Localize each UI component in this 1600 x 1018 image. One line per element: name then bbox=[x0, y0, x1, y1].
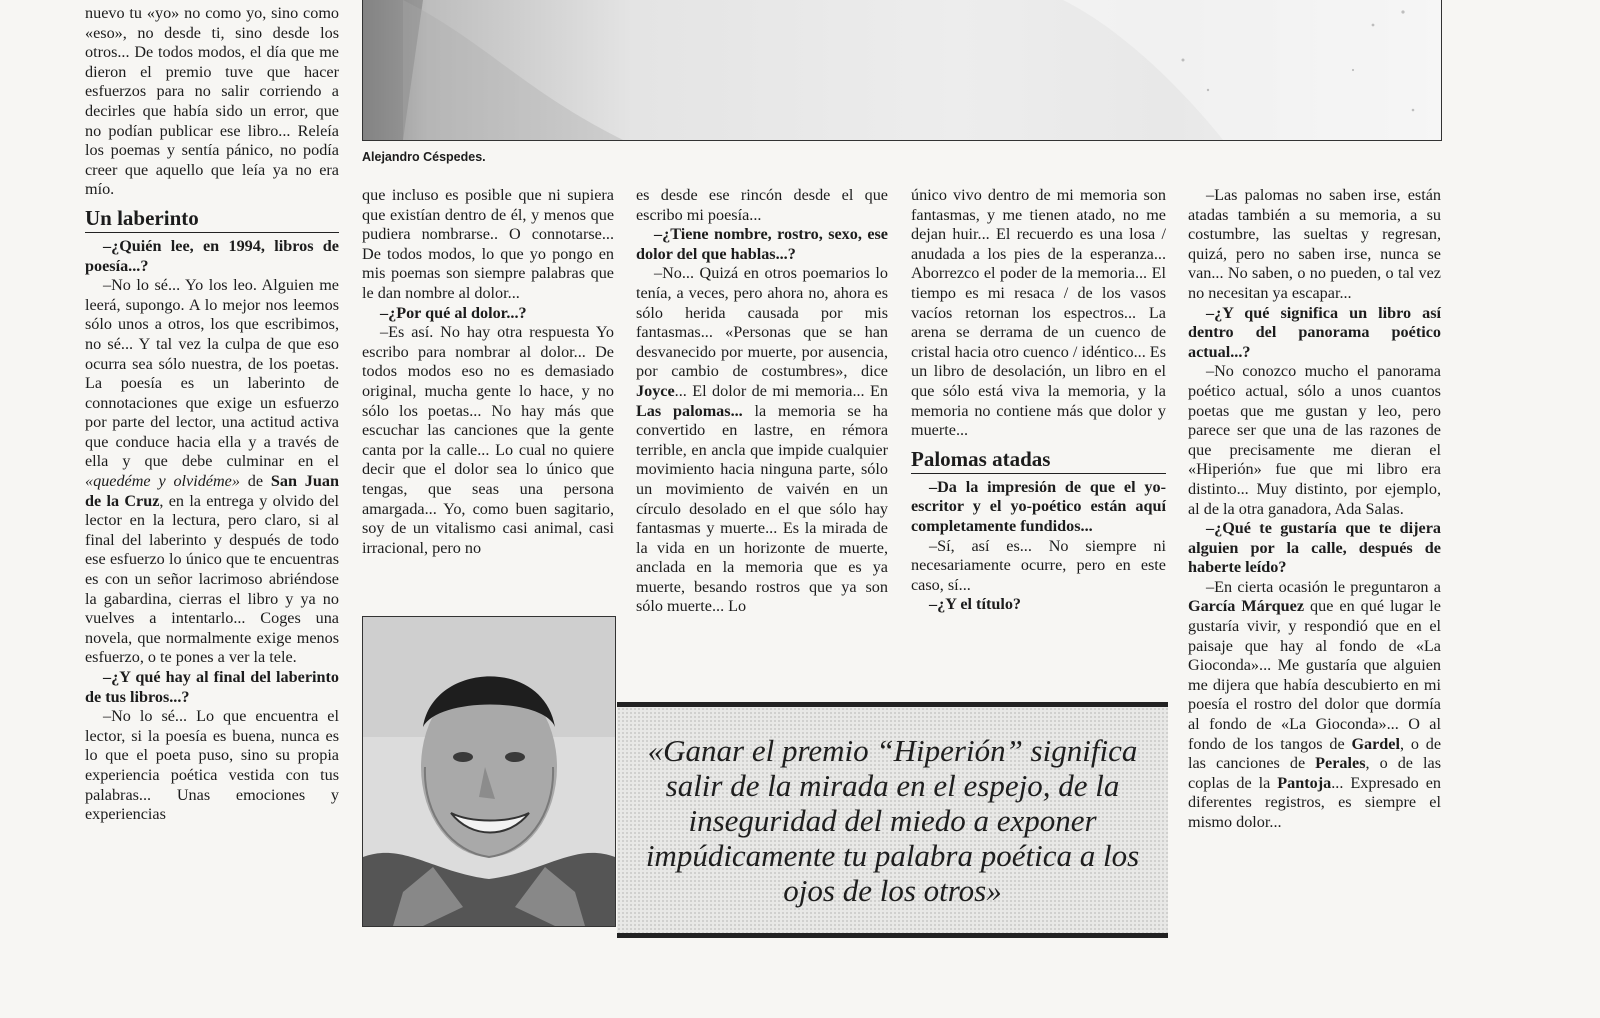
photo-caption: Alejandro Céspedes. bbox=[362, 150, 486, 164]
column-5 bbox=[1188, 186, 1441, 833]
question-dolor: –¿Por qué al dolor...? bbox=[380, 303, 527, 322]
section-heading-palomas: Palomas atadas bbox=[911, 447, 1166, 474]
top-photo bbox=[362, 0, 1442, 141]
question-1: –¿Quién lee, en 1994, libros de poesía...? bbox=[85, 236, 339, 275]
portrait-image bbox=[363, 617, 615, 926]
answer-impresion: –Sí, así es... No siempre ni necesariamente ocurre, pero en este caso, sí... bbox=[911, 536, 1166, 594]
question-impresion: –Da la impresión de que el yo-escritor y el yo-poético están aquí completamente fundidos... bbox=[911, 477, 1166, 535]
answer-dolor: –Es así. No hay otra respuesta Yo escribo para nombrar al dolor... De todos modos eso no es demasiado original, mucha gente lo hace, y no sólo los poetas... No hay más que escuchar las canciones que la gente canta por la calle... Lo cual no quiere decir que el dolor sea lo único que tengas, que seas una persona amargada... Yo, como buen sagitario, soy de un vitalismo casi animal, casi irracional, pero no bbox=[362, 323, 614, 557]
question-calle: –¿Qué te gustaría que te dijera alguien por la calle, después de haberte leído? bbox=[1188, 519, 1441, 577]
top-photo-image bbox=[363, 0, 1441, 140]
col2-continuation: que incluso es posible que ni supiera que existían dentro de él, y menos que pudiera nombrarse.. O connotarse... De todos modos, lo que yo pongo en mis poemas son siempre palabras que le dan nombre al dolor... bbox=[362, 186, 614, 302]
question-2: –¿Y qué hay al final del laberinto de tus libros...? bbox=[85, 668, 339, 706]
portrait-photo bbox=[362, 616, 616, 927]
answer-2: –No lo sé... Lo que encuentra el lector, si la poesía es buena, nunca es lo que el poeta puso, sino su propia experiencia poética vestida con tus palabras... Unas emociones y experiencias bbox=[85, 707, 339, 824]
question-nombre: –¿Tiene nombre, rostro, sexo, ese dolor del que hablas...? bbox=[636, 225, 888, 263]
pull-quote-text: «Ganar el premio “Hiperión” significa salir de la mirada en el espejo, de la inseguridad del miedo a exponer impúdicamente tu palabra poética a los ojos de los otros» bbox=[645, 732, 1140, 908]
column-3 bbox=[636, 186, 888, 617]
col5-continuation: –Las palomas no saben irse, están atadas también a su memoria, a su costumbre, las sueltas y regresan, quizá, pero no saben irse, nunca se van... No saben, o no pueden, o tal vez no necesitan ya escapar... bbox=[1188, 186, 1441, 302]
answer-panorama: –No conozco mucho el panorama poético actual, sólo a unos cuantos poetas que me gustan y leo, pero parece ser que una de las razones de que precisamente me dieran el «Hiperión» fue que mi libro era distinto... Muy distinto, por ejemplo, al de la otra ganadora, Ada Salas. bbox=[1188, 362, 1441, 518]
column-1 bbox=[85, 4, 339, 825]
answer-calle: –En cierta ocasión le preguntaron a García Márquez que en qué lugar le gustaría vivir, y respondió que en el paisaje que hay al fondo de «La Gioconda»... Me gustaría que alguien me dijera que había descubierto en mi poesía el rostro del dolor que dormía al fondo de «La Gioconda»... O al fondo de los tangos de Gardel, o de las canciones de Perales, o de las coplas de la Pantoja... Expresado en diferentes registros, es siempre el mismo dolor... bbox=[1188, 577, 1442, 831]
column-4 bbox=[911, 186, 1166, 615]
question-titulo: –¿Y el título? bbox=[929, 595, 1022, 614]
section-heading-laberinto: Un laberinto bbox=[85, 206, 339, 233]
column-2 bbox=[362, 186, 614, 558]
col1-intro: nuevo tu «yo» no como yo, sino como «eso», no desde ti, sino desde los otros... De todos modos, el día que me dieron el premio tuve que hacer esfuerzos para no salir corriendo a decirles que había sido un error, que no podían publicar ese libro... Releía los poemas y sentía pánico, no podía creer que aquello que leía ya no era mío. bbox=[85, 4, 339, 199]
col4-continuation: único vivo dentro de mi memoria son fantasmas, y me tienen atado, no me dejan huir... El recuerdo es una losa / anudada a los pies de la esperanza... Aborrezco el poder de la memoria... El tiempo es mi resaca / de los vasos vacíos retornan los espectros... La arena se derrama de un cuenco de cristal hacia otro cuenco / idéntico... Es un libro de desolación, un libro en el que sólo está viva la memoria, y la memoria no contiene más que dolor y muerte... bbox=[911, 186, 1166, 440]
col3-continuation: es desde ese rincón desde el que escribo mi poesía... bbox=[636, 186, 888, 224]
question-panorama: –¿Y qué significa un libro así dentro del panorama poético actual...? bbox=[1188, 303, 1441, 361]
answer-1: –No lo sé... Yo los leo. Alguien me leerá, supongo. A lo mejor nos leemos sólo unos a otros, los que escribimos, no sé... Y tal vez la culpa de que eso ocurra sea sólo nuestra, de los poetas. La poesía es un laberinto de connotaciones que exige un esfuerzo por parte del lector, una actitud activa que conduce hacia ella y a través de ella y que debe culminar en el «quedéme y olvidéme» de San Juan de la Cruz, en la entrega y olvido del lector en la lectura, pero claro, si al final del laberinto y después de todo ese esfuerzo lo único que te encuentras es con un señor lacrimoso abriéndose la gabardina, cierras el libro y ya no vuelves a intentarlo... Coges una novela, que normalmente exige menos esfuerzo, o te pones a ver la tele. bbox=[85, 276, 340, 667]
answer-nombre: –No... Quizá en otros poemarios lo tenía, a veces, pero ahora no, ahora es sólo herida causada por mis fantasmas... «Personas que se han desvanecido por muerte, por ausencia, por cambio de costumbres», dice Joyce... El dolor de mi memoria... En Las palomas... la memoria se ha convertido en lastre, en rémora terrible, en ancla que impide cualquier movimiento hacia ninguna parte, sólo un movimiento de vaivén en un círculo desolado en el que sólo hay fantasmas y muerte... Es la mirada de la vida en un horizonte de muerte, anclada en la memoria que es ya muerte, besando rostros que ya son sólo muerte... Lo bbox=[636, 264, 888, 616]
pull-quote-box bbox=[617, 702, 1168, 938]
